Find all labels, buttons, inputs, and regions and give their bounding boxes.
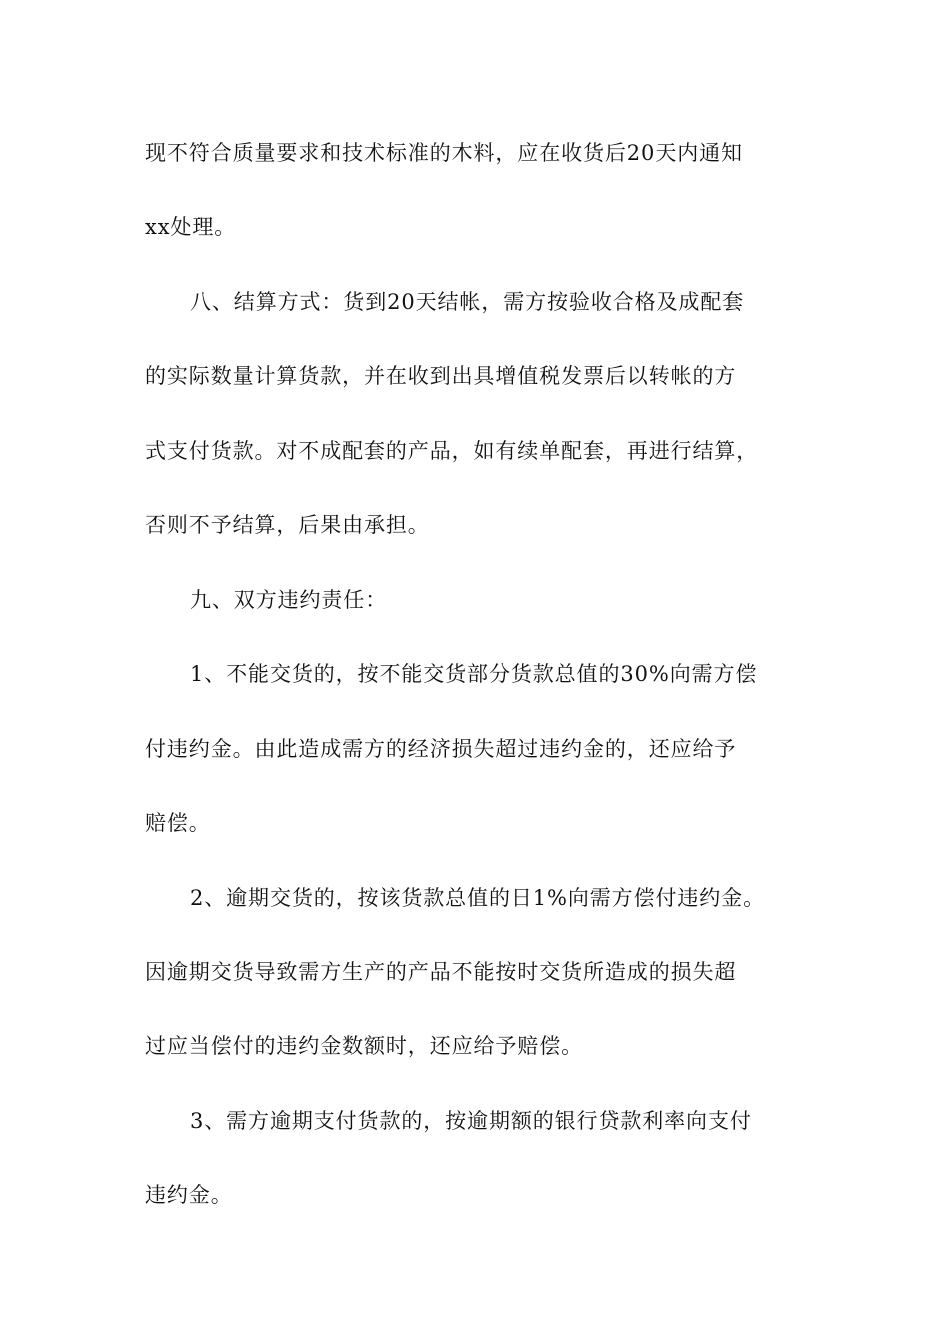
text-line: 现不符合质量要求和技术标准的木料，应在收货后20天内通知 bbox=[145, 141, 743, 165]
clause-3: 3、需方逾期支付货款的，按逾期额的银行贷款利率向支付 bbox=[190, 1109, 752, 1133]
text-line: 的实际数量计算货款，并在收到出具增值税发票后以转帐的方 bbox=[145, 364, 737, 388]
text-line: 过应当偿付的违约金数额时，还应给予赔偿。 bbox=[145, 1034, 583, 1058]
text-line: 式支付货款。对不成配套的产品，如有续单配套，再进行结算， bbox=[145, 439, 759, 463]
text-line: xx处理。 bbox=[145, 215, 237, 239]
clause-1: 1、不能交货的，按不能交货部分货款总值的30%向需方偿 bbox=[190, 662, 758, 686]
clause-2: 2、逾期交货的，按该货款总值的日1%向需方偿付违约金。 bbox=[190, 886, 765, 910]
section-heading-settlement: 八、结算方式：货到20天结帐，需方按验收合格及成配套 bbox=[190, 290, 745, 314]
section-heading-liability: 九、双方违约责任： bbox=[190, 588, 388, 612]
text-line: 否则不予结算，后果由承担。 bbox=[145, 513, 430, 537]
text-line: 违约金。 bbox=[145, 1183, 233, 1207]
text-line: 付违约金。由此造成需方的经济损失超过违约金的，还应给予 bbox=[145, 737, 737, 761]
text-line: 因逾期交货导致需方生产的产品不能按时交货所造成的损失超 bbox=[145, 960, 737, 984]
text-line: 赔偿。 bbox=[145, 811, 211, 835]
